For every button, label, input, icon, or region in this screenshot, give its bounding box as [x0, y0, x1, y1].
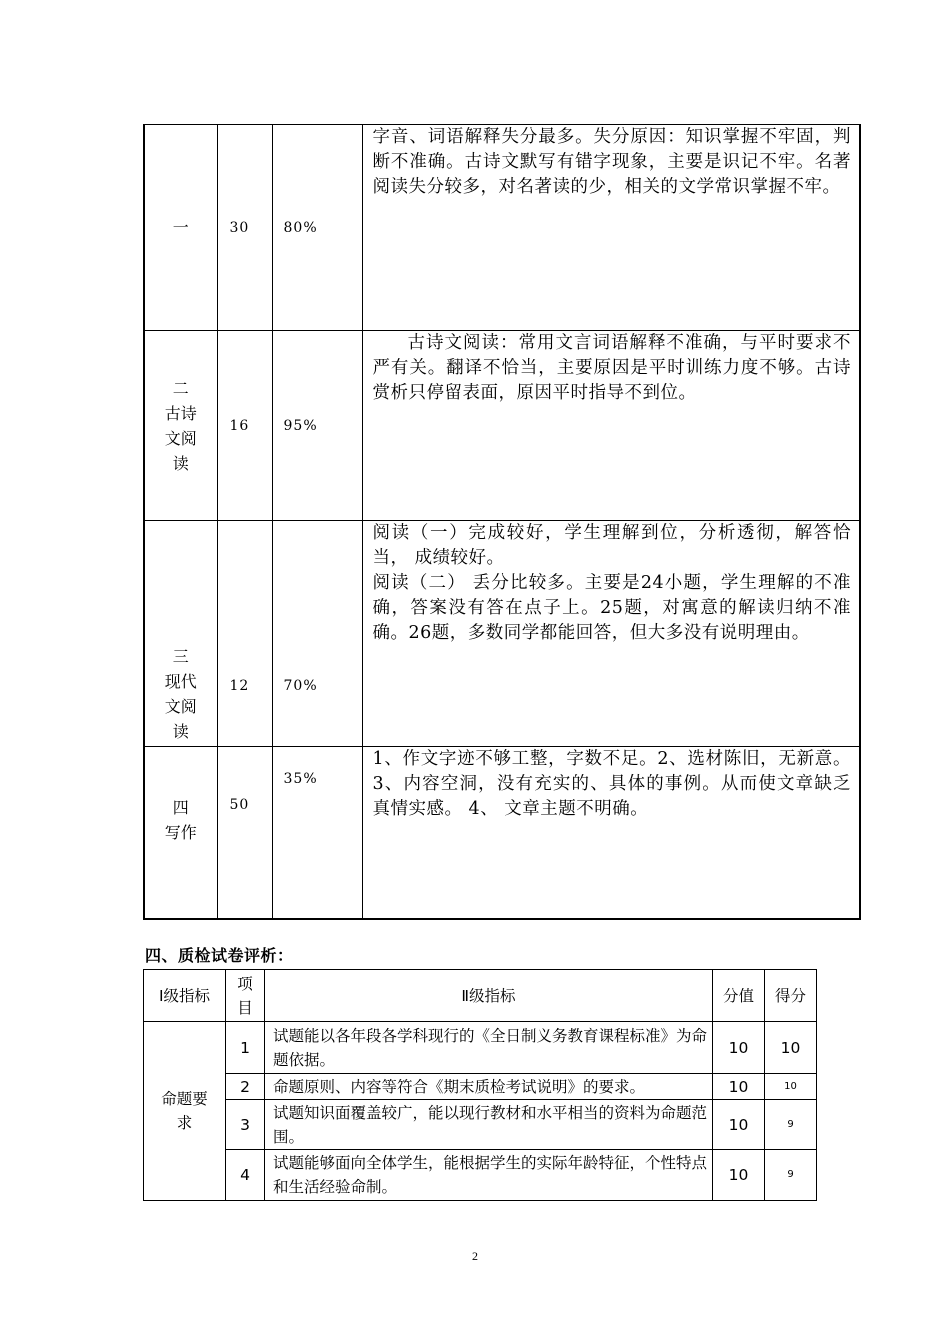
page-number: 2 — [472, 1249, 478, 1263]
item-number: 1 — [226, 1022, 265, 1074]
header-level1: Ⅰ级指标 — [144, 970, 226, 1022]
analysis-row — [144, 331, 860, 521]
header-level2: Ⅱ级指标 — [265, 970, 713, 1022]
header-score: 分值 — [713, 970, 765, 1022]
item-got: 9 — [765, 1150, 817, 1201]
rate-cell: 95% — [272, 331, 362, 521]
comment-text: 1、作文字迹不够工整，字数不足。2、选材陈旧，无新意。3、内容空洞，没有充实的、具体的事例。从而使文章缺乏真情实感。 4、 文章主题不明确。 — [372, 749, 851, 819]
part-label: 三 — [172, 647, 189, 666]
item-score: 10 — [713, 1074, 765, 1100]
item-score: 10 — [713, 1150, 765, 1201]
comment-text: 字音、词语解释失分最多。失分原因：知识掌握不牢固，判断不准确。古诗文默写有错字现象，主要是识记不牢。名著阅读失分较多，对名著读的少，相关的文学常识掌握不牢。 — [372, 127, 851, 197]
item-description: 试题能够面向全体学生，能根据学生的实际年龄特征，个性特点和生活经验命制。 — [265, 1150, 713, 1201]
rate-cell: 80% — [272, 125, 362, 331]
part-label: 四 — [172, 798, 189, 817]
score-cell: 16 — [217, 331, 272, 521]
analysis-row — [144, 125, 860, 331]
part-label: 现代 — [164, 672, 197, 691]
item-number: 4 — [226, 1150, 265, 1201]
comment-text: 阅读（一）完成较好，学生理解到位，分析透彻，解答恰当， 成绩较好。 — [372, 523, 851, 568]
part-label: 文阅 — [164, 428, 197, 448]
item-score: 10 — [713, 1022, 765, 1074]
item-got: 10 — [765, 1022, 817, 1074]
part-label: 读 — [172, 453, 189, 473]
comment-text: 古诗文阅读：常用文言词语解释不准确，与平时要求不严有关。翻译不恰当，主要原因是平时训练力度不够。古诗赏析只停留表面，原因平时指导不到位。 — [372, 333, 851, 403]
part-label: 文阅 — [164, 697, 197, 716]
part-label: 古诗 — [164, 403, 197, 423]
item-got: 9 — [765, 1100, 817, 1150]
table-row — [144, 1074, 817, 1100]
part-cell — [144, 521, 217, 747]
header-item: 项目 — [226, 970, 265, 1022]
evaluation-table — [143, 969, 817, 1201]
section-heading: 四、质检试卷评析： — [145, 946, 294, 965]
part-cell — [144, 747, 217, 919]
group-label: 命题要求 — [144, 1022, 226, 1201]
part-label: 二 — [172, 378, 189, 398]
header-got: 得分 — [765, 970, 817, 1022]
analysis-row — [144, 521, 860, 747]
score-cell: 12 — [217, 521, 272, 747]
comment-cell — [362, 747, 860, 919]
comment-cell — [362, 521, 860, 747]
table-row — [144, 1100, 817, 1150]
item-description: 命题原则、内容等符合《期末质检考试说明》的要求。 — [265, 1074, 713, 1100]
header-row — [144, 970, 817, 1022]
part-cell — [144, 125, 217, 331]
table-row — [144, 1150, 817, 1201]
item-description: 试题能以各年段各学科现行的《全日制义务教育课程标准》为命题依据。 — [265, 1022, 713, 1074]
part-cell — [144, 331, 217, 521]
score-cell: 30 — [217, 125, 272, 331]
table-row — [144, 1022, 817, 1074]
part-label: 写作 — [164, 823, 197, 842]
rate-cell: 35% — [272, 747, 362, 919]
item-score: 10 — [713, 1100, 765, 1150]
comment-cell — [362, 125, 860, 331]
analysis-row — [144, 747, 860, 919]
score-cell: 50 — [217, 747, 272, 919]
comment-cell — [362, 331, 860, 521]
item-description: 试题知识面覆盖较广，能以现行教材和水平相当的资料为命题范围。 — [265, 1100, 713, 1150]
item-number: 3 — [226, 1100, 265, 1150]
part-label: 一 — [172, 218, 189, 237]
comment-text: 阅读（二） 丢分比较多。主要是24小题，学生理解的不准确，答案没有答在点子上。25题，对寓意的解读归纳不准确。26题，多数同学都能回答，但大多没有说明理由。 — [372, 573, 851, 643]
item-got: 10 — [765, 1074, 817, 1100]
item-number: 2 — [226, 1074, 265, 1100]
analysis-table — [143, 124, 861, 920]
part-label: 读 — [172, 722, 189, 741]
rate-cell: 70% — [272, 521, 362, 747]
